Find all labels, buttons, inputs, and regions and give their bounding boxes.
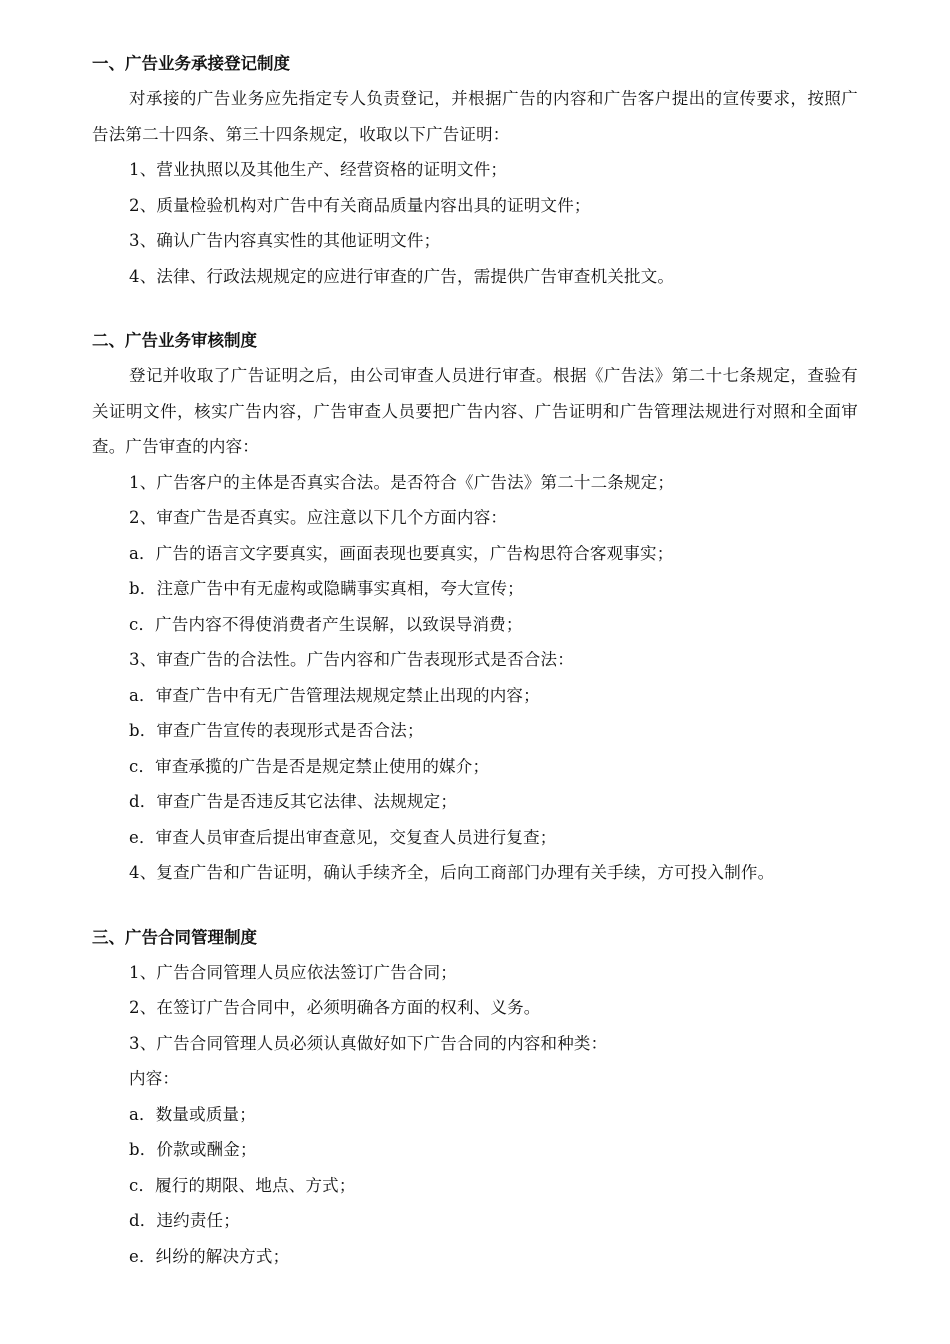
list-item: d．审查广告是否违反其它法律、法规规定； (129, 792, 458, 811)
list-item: 4、复查广告和广告证明，确认手续齐全，后向工商部门办理有关手续，方可投入制作。 (129, 863, 775, 882)
list-item: e．审查人员审查后提出审查意见，交复查人员进行复查； (129, 827, 557, 847)
list-item: a．审查广告中有无广告管理法规规定禁止出现的内容； (129, 685, 540, 705)
list-item: c．审查承揽的广告是否是规定禁止使用的媒介； (129, 756, 490, 776)
list-item: 内容： (129, 1069, 180, 1088)
section-heading: 二、广告业务审核制度 (92, 331, 257, 350)
list-item: 1、广告客户的主体是否真实合法。是否符合《广告法》第二十二条规定； (129, 472, 675, 492)
list-item: b．注意广告中有无虚构或隐瞒事实真相，夸大宣传； (129, 579, 524, 598)
list-item: 2、在签订广告合同中，必须明确各方面的权利、义务。 (129, 998, 541, 1017)
section-registration (92, 46, 858, 294)
list-item: 1、营业执照以及其他生产、经营资格的证明文件； (129, 160, 508, 179)
list-item: a．广告的语言文字要真实，画面表现也要真实，广告构思符合客观事实； (129, 543, 674, 563)
list-item: c．履行的期限、地点、方式； (129, 1175, 356, 1195)
section-review (92, 323, 858, 891)
list-item: b．价款或酬金； (129, 1140, 257, 1159)
list-item: 1、广告合同管理人员应依法签订广告合同； (129, 962, 457, 982)
list-item: 3、广告合同管理人员必须认真做好如下广告合同的内容和种类： (129, 1033, 608, 1053)
section-paragraph: 登记并收取了广告证明之后，由公司审查人员进行审查。根据《广告法》第二十七条规定，查验有关证明文件，核实广告内容，广告审查人员要把广告内容、广告证明和广告管理法规进行对照和全面审查。广告审查的内容： (92, 366, 858, 456)
list-item: 4、法律、行政法规规定的应进行审查的广告，需提供广告审查机关批文。 (129, 266, 675, 286)
section-heading: 一、广告业务承接登记制度 (92, 54, 290, 73)
list-item: 2、审查广告是否真实。应注意以下几个方面内容： (129, 508, 508, 527)
list-item: b．审查广告宣传的表现形式是否合法； (129, 721, 424, 740)
section-heading: 三、广告合同管理制度 (92, 927, 257, 947)
list-item: d．违约责任； (129, 1211, 240, 1230)
section-contract (92, 920, 858, 1275)
list-item: 3、确认广告内容真实性的其他证明文件； (129, 231, 441, 250)
list-item: e．纠纷的解决方式； (129, 1246, 290, 1266)
list-item: c．广告内容不得使消费者产生误解，以致误导消费； (129, 614, 523, 634)
list-item: 2、质量检验机构对广告中有关商品质量内容出具的证明文件； (129, 195, 591, 215)
section-paragraph: 对承接的广告业务应先指定专人负责登记，并根据广告的内容和广告客户提出的宣传要求，按照广告法第二十四条、第三十四条规定，收取以下广告证明： (92, 89, 858, 144)
list-item: 3、审查广告的合法性。广告内容和广告表现形式是否合法： (129, 650, 574, 669)
list-item: a．数量或质量； (129, 1104, 256, 1124)
